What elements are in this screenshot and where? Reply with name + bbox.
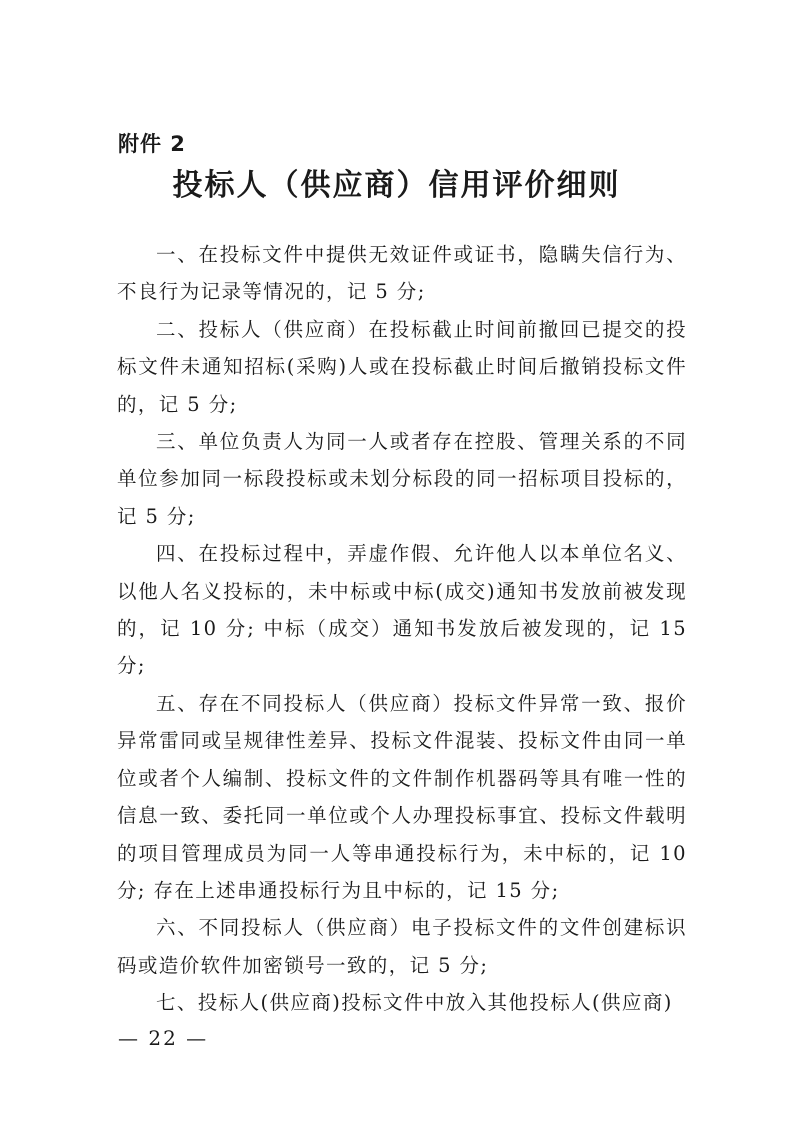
clause-4: 四、在投标过程中，弄虚作假、允许他人以本单位名义、以他人名义投标的，未中标或中标(成交)通知书发放前被发现的，记 10 分; 中标（成交）通知书发放后被发现的，记 15 分; (117, 542, 687, 678)
clause-2: 二、投标人（供应商）在投标截止时间前撤回已提交的投标文件未通知招标(采购)人或在投标截止时间后撤销投标文件的，记 5 分; (117, 317, 687, 416)
clause-3: 三、单位负责人为同一人或者存在控股、管理关系的不同单位参加同一标段投标或未划分标段的同一招标项目投标的，记 5 分; (117, 430, 687, 528)
clause-1: 一、在投标文件中提供无效证件或证书，隐瞒失信行为、不良行为记录等情况的，记 5 分; (117, 243, 687, 304)
clause-5: 五、存在不同投标人（供应商）投标文件异常一致、报价异常雷同或呈规律性差异、投标文件混装、投标文件由同一单位或者个人编制、投标文件的文件制作机器码等具有唯一性的信息一致、委托同一单位或个人办理投标事宜、投标文件载明的项目管理成员为同一人等串通投标行为，未中标的，记 10 分; 存在上述串通投标行为且中标的，记 15 分; (117, 691, 687, 902)
attachment-label: 附件 2 (118, 132, 186, 156)
document-body (117, 236, 687, 1022)
page-number: — 22 — (118, 1026, 209, 1050)
clause-6: 六、不同投标人（供应商）电子投标文件的文件创建标识码或造价软件加密锁号一致的，记 5 分; (117, 916, 687, 977)
document-title: 投标人（供应商）信用评价细则 (172, 168, 621, 203)
clause-7: 七、投标人(供应商)投标文件中放入其他投标人(供应商) (156, 991, 673, 1015)
